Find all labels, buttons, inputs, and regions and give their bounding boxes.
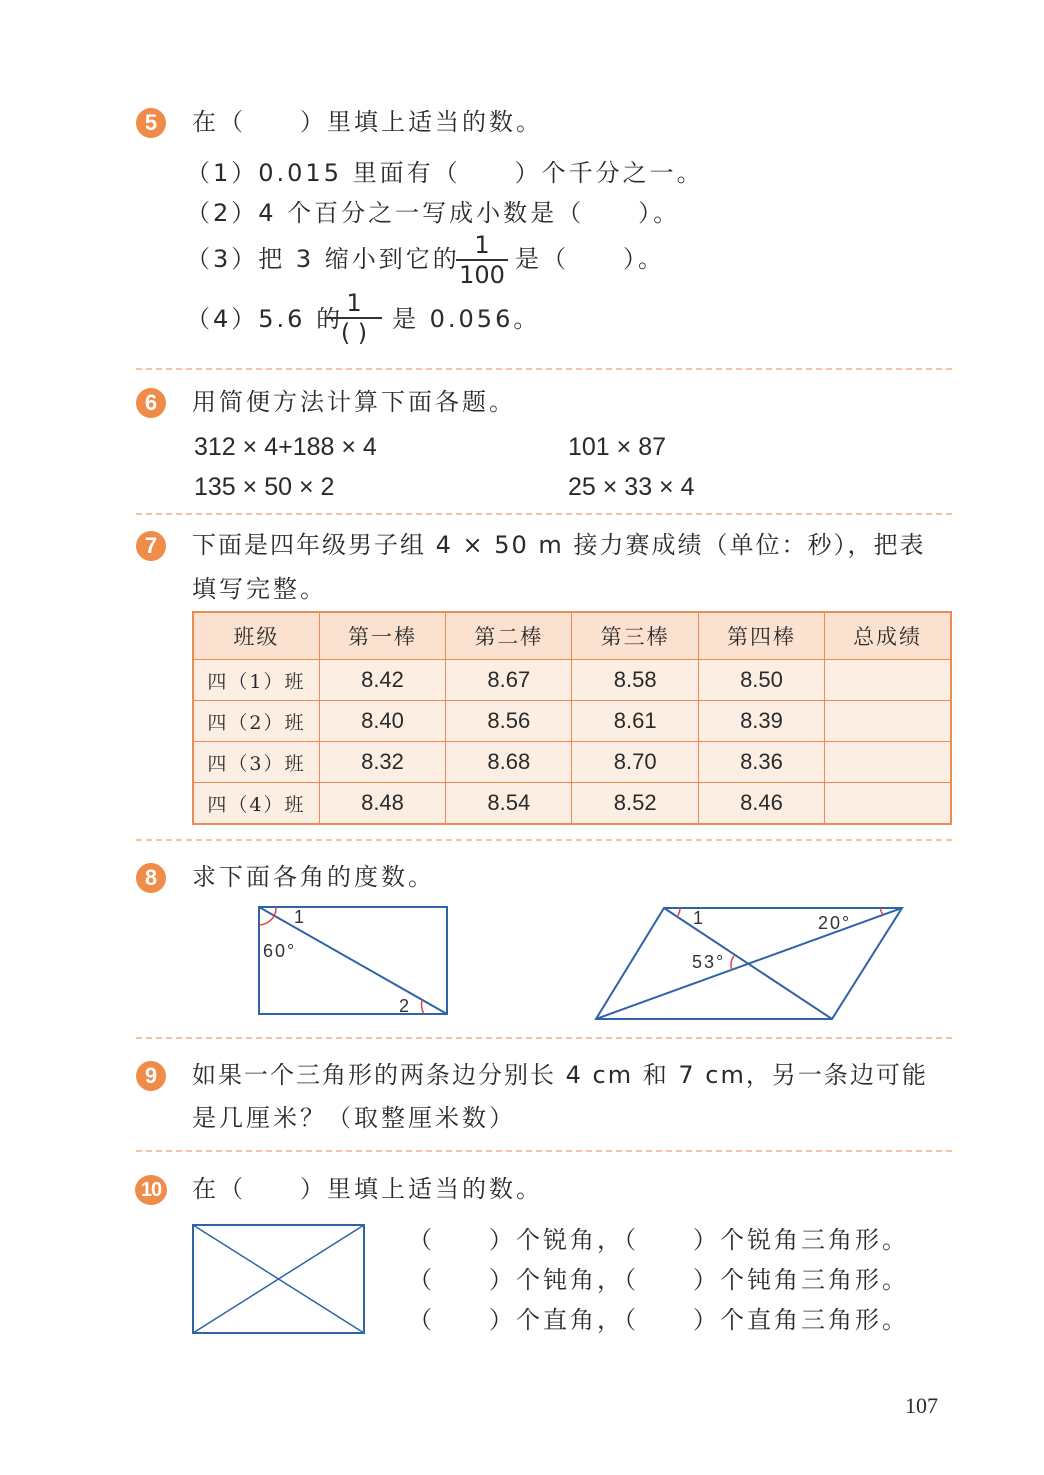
cell-total-blank[interactable] [825,742,951,783]
table-header-row [193,612,951,660]
cell-value: 8.42 [319,660,445,701]
section-divider [136,1150,952,1152]
angle-1-arc [274,907,276,916]
fraction-1-over-100 [456,232,508,288]
cell-value: 8.39 [698,701,824,742]
cell-class: 四（3）班 [193,742,319,783]
question-9-prompt-line-1: 如果一个三角形的两条边分别长 4 cm 和 7 cm，另一条边可能 [192,1061,928,1089]
expression-1: 312 × 4+188 × 4 [194,433,377,461]
table-row [193,742,951,783]
angle-1-label: 1 [693,908,704,928]
question-5-badge: 5 [136,108,166,138]
question-8-badge: 8 [136,863,166,893]
cell-total-blank[interactable] [825,701,951,742]
question-7-prompt-line-2: 填写完整。 [192,575,327,603]
question-5-item-3b: 是（ ）。 [515,245,665,273]
fraction-numerator: 1 [474,231,490,259]
angle-1-arc [677,908,680,917]
cell-value: 8.52 [572,783,698,825]
relay-score-table [192,611,952,825]
question-5-item-4b: 是 0.056。 [392,305,541,333]
question-5-prompt: 在（ ）里填上适当的数。 [192,108,543,136]
table-row [193,783,951,825]
question-10-prompt: 在（ ）里填上适当的数。 [192,1175,543,1203]
angle-53-label: 53° [692,952,726,972]
question-6-prompt: 用简便方法计算下面各题。 [192,388,516,416]
table-row [193,660,951,701]
cell-value: 8.32 [319,742,445,783]
question-7-badge: 7 [136,531,166,561]
fraction-1-over-blank [326,290,382,346]
section-divider [136,1037,952,1039]
header-total: 总成绩 [825,612,951,660]
expression-4: 25 × 33 × 4 [568,473,695,501]
header-leg-1: 第一棒 [319,612,445,660]
section-divider [136,513,952,515]
question-9-prompt-line-2: 是几厘米？（取整厘米数） [192,1104,516,1132]
page-number: 107 [905,1393,938,1418]
angle-53-arc [731,956,734,970]
angle-2-arc [422,1000,424,1014]
question-10-badge: 10 [135,1175,167,1205]
question-10-line-right: （ ）个直角，（ ）个直角三角形。 [408,1306,909,1334]
header-leg-3: 第三棒 [572,612,698,660]
expression-3: 135 × 50 × 2 [194,473,335,501]
rectangle-with-diagonals-figure [190,1222,368,1336]
cell-total-blank[interactable] [825,783,951,825]
cell-class: 四（1）班 [193,660,319,701]
fraction-denominator: ( ) [340,319,368,347]
section-divider [136,368,952,370]
section-divider [136,839,952,841]
cell-value: 8.48 [319,783,445,825]
fraction-numerator: 1 [346,289,362,317]
cell-value: 8.56 [446,701,572,742]
angle-60-arc [259,916,274,925]
question-5-item-3a: （3）把 3 缩小到它的 [186,245,460,273]
question-10-line-obtuse: （ ）个钝角，（ ）个钝角三角形。 [408,1266,909,1294]
cell-value: 8.40 [319,701,445,742]
cell-value: 8.61 [572,701,698,742]
question-9-badge: 9 [136,1061,166,1091]
fraction-denominator: 100 [459,261,505,289]
angle-20-label: 20° [818,913,852,933]
parallelogram-figure [592,900,906,1025]
question-8-prompt: 求下面各角的度数。 [192,863,435,891]
question-7-prompt-line-1: 下面是四年级男子组 4 × 50 m 接力赛成绩（单位：秒），把表 [192,531,926,559]
cell-total-blank[interactable] [825,660,951,701]
cell-value: 8.46 [698,783,824,825]
expression-2: 101 × 87 [568,433,667,461]
question-5-item-4a: （4）5.6 的 [186,305,344,333]
angle-2-label: 2 [399,996,410,1016]
cell-value: 8.54 [446,783,572,825]
cell-class: 四（4）班 [193,783,319,825]
header-leg-2: 第二棒 [446,612,572,660]
parallelogram-diagonal-2 [596,908,902,1019]
header-class: 班级 [193,612,319,660]
question-5-item-1: （1）0.015 里面有（ ）个千分之一。 [186,159,704,187]
cell-value: 8.70 [572,742,698,783]
question-5-item-2: （2）4 个百分之一写成小数是（ ）。 [186,199,681,227]
cell-value: 8.58 [572,660,698,701]
cell-class: 四（2）班 [193,701,319,742]
header-leg-4: 第四棒 [698,612,824,660]
angle-60-label: 60° [263,941,297,961]
angle-20-arc [880,908,883,915]
cell-value: 8.68 [446,742,572,783]
cell-value: 8.67 [446,660,572,701]
angle-1-label: 1 [294,907,305,927]
cell-value: 8.36 [698,742,824,783]
question-10-line-acute: （ ）个锐角，（ ）个锐角三角形。 [408,1226,909,1254]
cell-value: 8.50 [698,660,824,701]
table-row [193,701,951,742]
question-6-badge: 6 [136,388,166,418]
rectangle-diagonal-figure [252,900,454,1020]
